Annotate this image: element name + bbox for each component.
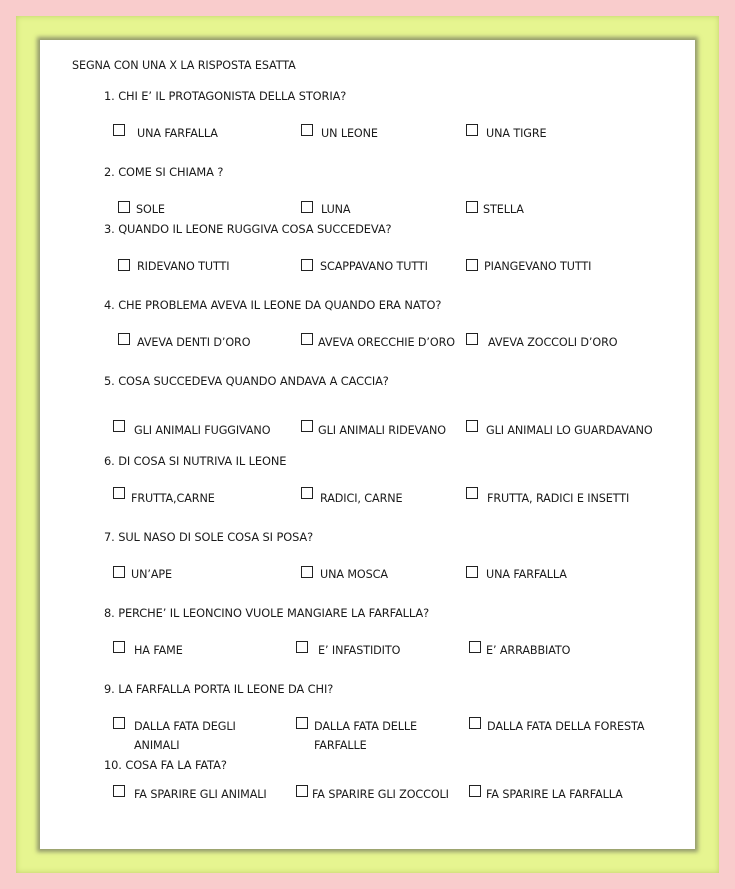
option-q7-c: UNA FARFALLA — [486, 568, 567, 581]
option-q7-a: UN’APE — [131, 568, 172, 581]
checkbox-q4-b[interactable] — [301, 333, 313, 345]
option-q9-b: DALLA FATA DELLE — [314, 720, 417, 733]
question-2: 2. COME SI CHIAMA ? — [104, 165, 224, 179]
option-q8-b: E’ INFASTIDITO — [318, 644, 401, 657]
checkbox-q5-c[interactable] — [466, 420, 478, 432]
checkbox-q10-a[interactable] — [113, 785, 125, 797]
question-7: 7. SUL NASO DI SOLE COSA SI POSA? — [104, 530, 314, 544]
option-q1-c: UNA TIGRE — [486, 127, 547, 140]
checkbox-q9-c[interactable] — [469, 717, 481, 729]
option-q6-c: FRUTTA, RADICI E INSETTI — [487, 492, 630, 505]
checkbox-q5-a[interactable] — [113, 420, 125, 432]
checkbox-q10-b[interactable] — [296, 785, 308, 797]
checkbox-q1-a[interactable] — [113, 124, 125, 136]
checkbox-q1-c[interactable] — [466, 124, 478, 136]
checkbox-q8-c[interactable] — [469, 641, 481, 653]
question-1: 1. CHI E’ IL PROTAGONISTA DELLA STORIA? — [104, 89, 347, 103]
checkbox-q3-c[interactable] — [466, 259, 478, 271]
question-10: 10. COSA FA LA FATA? — [104, 758, 227, 772]
checkbox-q9-a[interactable] — [113, 717, 125, 729]
option-q3-c: PIANGEVANO TUTTI — [484, 260, 592, 273]
checkbox-q8-b[interactable] — [296, 641, 308, 653]
checkbox-q1-b[interactable] — [301, 124, 313, 136]
option-q6-b: RADICI, CARNE — [320, 492, 403, 505]
checkbox-q2-a[interactable] — [118, 201, 130, 213]
question-5: 5. COSA SUCCEDEVA QUANDO ANDAVA A CACCIA? — [104, 374, 389, 388]
option-q5-c: GLI ANIMALI LO GUARDAVANO — [486, 424, 653, 437]
checkbox-q6-b[interactable] — [301, 487, 313, 499]
worksheet-instruction: SEGNA CON UNA X LA RISPOSTA ESATTA — [72, 59, 296, 72]
option-q4-b: AVEVA ORECCHIE D’ORO — [318, 336, 455, 349]
option-q8-c: E’ ARRABBIATO — [486, 644, 571, 657]
checkbox-q9-b[interactable] — [296, 717, 308, 729]
option-q1-a: UNA FARFALLA — [137, 127, 218, 140]
question-8: 8. PERCHE’ IL LEONCINO VUOLE MANGIARE LA FARFALLA? — [104, 606, 430, 620]
checkbox-q6-a[interactable] — [113, 487, 125, 499]
option-q3-b: SCAPPAVANO TUTTI — [320, 260, 428, 273]
option-q10-b: FA SPARIRE GLI ZOCCOLI — [312, 788, 449, 801]
checkbox-q7-a[interactable] — [113, 566, 125, 578]
checkbox-q2-c[interactable] — [466, 201, 478, 213]
checkbox-q6-c[interactable] — [466, 487, 478, 499]
checkbox-q5-b[interactable] — [301, 420, 313, 432]
option-q5-a: GLI ANIMALI FUGGIVANO — [134, 424, 271, 437]
option-q2-b: LUNA — [321, 203, 351, 216]
option-q9-b-line2: FARFALLE — [314, 739, 367, 752]
option-q3-a: RIDEVANO TUTTI — [137, 260, 230, 273]
checkbox-q3-b[interactable] — [301, 259, 313, 271]
option-q6-a: FRUTTA,CARNE — [131, 492, 215, 505]
option-q7-b: UNA MOSCA — [320, 568, 388, 581]
question-4: 4. CHE PROBLEMA AVEVA IL LEONE DA QUANDO ERA NATO? — [104, 298, 442, 312]
option-q4-a: AVEVA DENTI D’ORO — [137, 336, 251, 349]
checkbox-q2-b[interactable] — [301, 201, 313, 213]
option-q9-a-line2: ANIMALI — [134, 739, 180, 752]
question-3: 3. QUANDO IL LEONE RUGGIVA COSA SUCCEDEVA? — [104, 222, 392, 236]
option-q10-c: FA SPARIRE LA FARFALLA — [486, 788, 623, 801]
option-q2-c: STELLA — [483, 203, 524, 216]
checkbox-q7-c[interactable] — [466, 566, 478, 578]
checkbox-q3-a[interactable] — [118, 259, 130, 271]
checkbox-q4-a[interactable] — [118, 333, 130, 345]
question-9: 9. LA FARFALLA PORTA IL LEONE DA CHI? — [104, 682, 334, 696]
option-q4-c: AVEVA ZOCCOLI D’ORO — [488, 336, 618, 349]
option-q8-a: HA FAME — [134, 644, 183, 657]
checkbox-q8-a[interactable] — [113, 641, 125, 653]
option-q10-a: FA SPARIRE GLI ANIMALI — [134, 788, 267, 801]
checkbox-q4-c[interactable] — [466, 333, 478, 345]
option-q9-c: DALLA FATA DELLA FORESTA — [487, 720, 645, 733]
checkbox-q7-b[interactable] — [301, 566, 313, 578]
option-q1-b: UN LEONE — [321, 127, 378, 140]
option-q2-a: SOLE — [136, 203, 165, 216]
question-6: 6. DI COSA SI NUTRIVA IL LEONE — [104, 454, 287, 468]
checkbox-q10-c[interactable] — [469, 785, 481, 797]
option-q5-b: GLI ANIMALI RIDEVANO — [318, 424, 446, 437]
option-q9-a: DALLA FATA DEGLI — [134, 720, 236, 733]
